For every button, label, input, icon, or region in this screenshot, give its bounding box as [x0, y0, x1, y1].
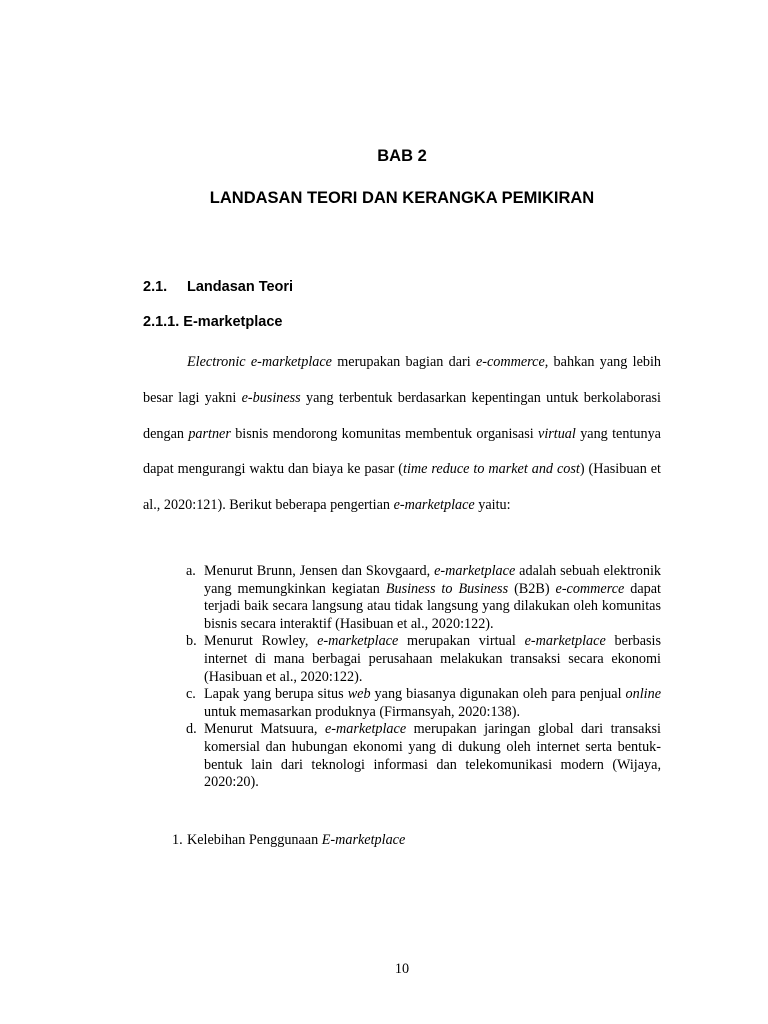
section-title: Landasan Teori: [187, 279, 294, 295]
text-run: yang biasanya digunakan oleh para penjual: [370, 686, 626, 703]
subsection-heading: 2.1.1. E-marketplace: [143, 314, 283, 330]
text-run: Menurut Matsuura,: [204, 721, 325, 738]
text-run: ) (Hasibuan et al., 2020:121). Berikut beberapa pengertian: [143, 461, 661, 514]
italic-run: e-marketplace: [524, 633, 606, 650]
italic-run: Electronic e-marketplace: [187, 354, 332, 370]
section-number: 2.1.: [143, 279, 168, 295]
italic-run: online: [625, 686, 661, 703]
italic-run: e-commerce: [555, 580, 625, 597]
text-run: , bahkan yang lebih besar lagi yakni: [143, 354, 662, 406]
definition-item: [186, 721, 661, 791]
text-run: merupakan bagian dari: [331, 354, 476, 370]
text-run: dapat terjadi baik secara langsung atau tidak langsung yang dilakukan oleh komunitas bisnis secara interaktif (Hasibuan et al., 2020:122).: [204, 580, 662, 632]
italic-run: e-marketplace: [317, 633, 399, 650]
section-heading: [143, 279, 293, 295]
text-run: yaitu:: [474, 497, 511, 514]
definition-marker: d.: [186, 721, 197, 738]
numbered-item-marker: 1.: [172, 832, 183, 848]
definition-item: [186, 686, 661, 721]
text-run: merupakan virtual: [398, 633, 525, 650]
text-run: adalah sebuah elektronik yang memungkinkan kegiatan: [204, 563, 661, 597]
body-paragraph: [143, 345, 661, 524]
text-run: yang tentunya dapat mengurangi waktu dan biaya ke pasar (: [143, 425, 661, 478]
text-run: Lapak yang berupa situs: [204, 686, 348, 703]
italic-run: partner: [188, 425, 231, 442]
chapter-number: BAB 2: [377, 147, 427, 165]
italic-run: Business to Business: [385, 580, 509, 597]
text-run: bisnis mendorong komunitas membentuk organisasi: [230, 425, 539, 442]
numbered-item: [172, 832, 405, 850]
text-run: yang terbentuk berdasarkan kepentingan untuk berkolaborasi dengan: [143, 389, 661, 442]
text-run: Menurut Brunn, Jensen dan Skovgaard,: [204, 563, 435, 579]
text-run: merupakan jaringan global dari transaksi komersial dan hubungan ekonomi yang di dukung oleh internet serta bentuk-bentuk lain dari teknologi informasi dan telekomunikasi modern (Wijaya, 2020:20).: [204, 721, 661, 791]
text-run: Menurut Rowley,: [204, 633, 318, 650]
page-number: 10: [394, 961, 410, 977]
text-run: berbasis internet di mana berbagai perusahaan melakukan transaksi secara ekonomi (Hasibuan et al., 2020:122).: [204, 633, 661, 685]
italic-run: e-marketplace: [393, 497, 475, 514]
numbered-item-text: Kelebihan Penggunaan: [187, 832, 322, 848]
italic-run: web: [347, 686, 371, 703]
definition-marker: a.: [186, 563, 196, 579]
italic-run: e-business: [241, 389, 301, 406]
numbered-item-italic: E-marketplace: [321, 832, 406, 848]
italic-run: e-marketplace: [324, 721, 407, 738]
italic-run: e-commerce: [475, 354, 545, 370]
definition-item: [186, 633, 661, 686]
definition-item: [186, 563, 661, 633]
italic-run: virtual: [538, 425, 576, 442]
text-run: (B2B): [508, 580, 556, 597]
text-run: untuk memasarkan produknya (Firmansyah, 2020:138).: [204, 703, 521, 720]
definition-marker: b.: [186, 633, 197, 650]
italic-run: e-marketplace: [434, 563, 516, 579]
definition-marker: c.: [186, 686, 196, 703]
definition-list: [186, 563, 661, 792]
italic-run: time reduce to market and cost: [403, 461, 580, 478]
chapter-title: LANDASAN TEORI DAN KERANGKA PEMIKIRAN: [209, 189, 595, 207]
